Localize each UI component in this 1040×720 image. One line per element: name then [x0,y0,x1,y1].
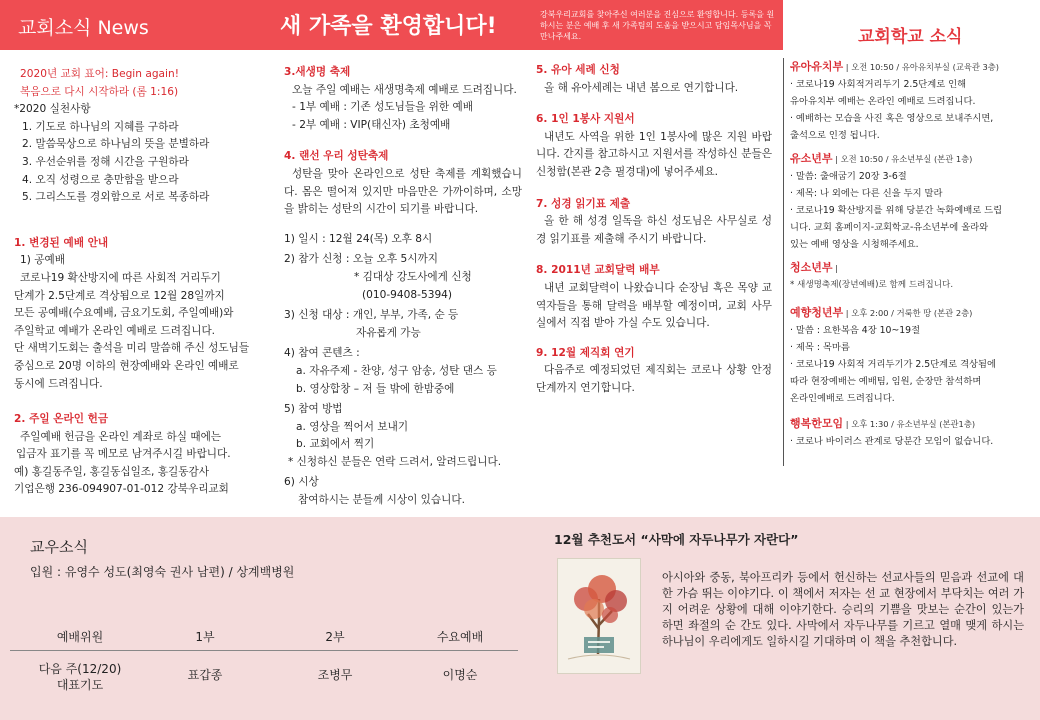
text-line: 2) 참가 신청 : 오늘 오후 5시까지 [284,253,438,266]
table-header: 예배위원 [56,630,104,644]
text-line: 단계가 2.5단계로 격상됨으로 12월 28일까지 [14,289,225,302]
section-heading: 2. 주일 온라인 헌금 [14,413,109,426]
subsection-heading: 1) 공예배 [20,254,65,267]
practice-item: 1. 기도로 하나님의 지혜를 구하라 [22,120,179,133]
section-heading: 9. 12월 제직회 연기 [536,346,635,359]
table-cell: 표갑종 [187,668,223,682]
school-line: · 말씀 : 요한복음 4장 10~19절 [790,325,921,336]
section-heading: 8. 2011년 교회달력 배부 [536,264,660,277]
text-line: 올 해 유아세례는 내년 봄으로 연기합니다. [544,81,739,94]
section-heading: 6. 1인 1봉사 지원서 [536,113,635,126]
school-news-title: 교회학교 소식 [858,27,963,47]
school-line: · 제목: 나 외에는 다른 신을 두지 말라 [790,188,943,199]
text-line: - 2부 예배 : VIP(태신자) 초청예배 [292,118,451,131]
text-line: 입금자 표기를 꼭 메모로 남겨주시길 바랍니다. [16,448,231,461]
table-cell: 이명순 [442,668,478,682]
phone-number: (010-9408-5394) [362,288,453,301]
text-line: 단 새벽기도회는 출석을 미리 말씀해 주신 성도님들 [14,342,250,355]
news-column-3 [536,62,772,398]
table-row-label: 다음 주(12/20) [38,662,122,676]
school-line: · 코로나19 사회적거리두기 2.5단계로 인해 [790,79,967,90]
practice-item: 4. 오직 성령으로 충만함을 받으라 [22,173,179,186]
text-line: 6) 시상 [284,476,319,489]
school-line: * 새생명축제(장년예배)로 함께 드려집니다. [790,280,954,290]
column-divider [783,58,784,466]
motto-line: 2020년 교회 표어: Begin again! [20,68,179,80]
text-line: 자유롭게 가능 [356,326,421,339]
school-dept: 행복한모임 | 오후 1:30 / 유소년부실 (본관1층) [790,417,976,430]
text-line: 참여하시는 분들께 시상이 있습니다. [298,494,465,507]
bank-account: 기업은행 236-094907-01-012 강북우리교회 [14,483,229,496]
school-dept: 예향청년부 | 오후 2:00 / 거룩한 땅 (본관 2층) [790,306,973,319]
text-line: - 1부 예배 : 기존 성도님들을 위한 예배 [292,101,473,114]
member-news-title: 교우소식 [30,538,88,556]
text-line: 5) 참여 방법 [284,403,343,416]
welcome-title: 새 가족을 환영합니다! [280,14,497,39]
book-cover-image [557,558,641,674]
table-header: 2부 [325,630,345,644]
text-line: 3) 신청 대상 : 개인, 부부, 가족, 순 등 [284,309,459,322]
school-line: · 제목 : 목마름 [790,342,850,353]
school-line: · 말씀: 출애굽기 20장 3-6절 [790,171,907,182]
table-header: 1부 [195,630,215,644]
header-title: 교회소식 News [18,17,149,39]
school-line: 온라인예배로 드려집니다. [790,393,895,404]
tree-illustration-icon [558,559,640,673]
text-paragraph: 성탄을 맞아 온라인으로 성탄 축제를 계획했습니다. 몸은 떨어져 있지만 마음만은 가까이하며, 소망을 밝히는 성탄의 시간이 되기를 바랍니다. [284,167,522,216]
section-heading: 5. 유아 세례 신청 [536,64,620,76]
section-heading: 7. 성경 읽기표 제출 [536,197,631,210]
text-line: a. 영상을 찍어서 보내기 [296,420,409,433]
school-line: 따라 현장예배는 예배팀, 임원, 순장만 참석하며 [790,376,982,387]
practice-item: 2. 말씀묵상으로 하나님의 뜻을 분별하라 [22,138,210,151]
text-paragraph: 내년 교회달력이 나왔습니다 순장님 혹은 목양 교역자들을 통해 달력을 배부할 예정이며, 교회 사무실에서 직접 받아 가실 수도 있습니다. [536,281,772,330]
practice-heading: *2020 실천사항 [14,103,91,116]
text-paragraph: 다음주로 예정되었던 제직회는 코로나 상황 안정단계까지 연기합니다. [536,364,772,394]
text-paragraph: 올 한 해 성경 일독을 하신 성도님은 사무실로 성경 읽기표를 제출해 주시기 바랍니다. [536,215,772,245]
section-heading: 3.새생명 축제 [284,66,351,78]
news-column-2 [284,64,522,510]
school-news-column [790,58,1030,450]
table-row-label: 대표기도 [56,678,104,692]
book-description: 아시아와 중동, 북아프리카 등에서 헌신하는 선교사들의 믿음과 선교에 대한 가슴 뛰는 이야기다. 이 책에서 저자는 선 교 현장에서 부닥치는 여러 가지 어려운 상황에 대해 이야기한다. 승리의 기쁨을 맛보는 순간이 있는가 하면 좌절의 순 간도 있다. 사막에서 자두나무를 기르고 열매 맺게 하시는 하나님이 우리에게도 일하시길 기대하며 이 책을 추천합니다. [662,571,1024,648]
text-line: * 김대상 강도사에게 신청 [354,270,472,283]
book-title: 12월 추천도서 “사막에 자두나무가 자란다” [554,532,799,547]
text-line: * 신청하신 분들은 연락 드려서, 알려드립니다. [288,455,502,468]
text-line: 오늘 주일 예배는 새생명축제 예배로 드려집니다. [292,83,517,96]
text-line: 모든 공예배(수요예배, 금요기도회, 주일예배)와 [14,307,234,320]
text-line: 1) 일시 : 12월 24(목) 오후 8시 [284,232,433,245]
text-line: 4) 참여 콘텐츠 : [284,347,360,360]
text-line: 주일예배 헌금을 온라인 계좌로 하실 때에는 [20,430,222,443]
text-line: 동시에 드려집니다. [14,377,103,390]
school-line: 니다. 교회 홈페이지-교회학교-유소년부에 올라와 [790,222,989,233]
motto-verse: 복음으로 다시 시작하라 (롬 1:16) [20,85,179,98]
school-line: 유아유치부 예배는 온라인 예배로 드려집니다. [790,96,976,107]
text-paragraph: 내년도 사역을 위한 1인 1봉사에 많은 지원 바랍니다. 간지를 참고하시고 지원서를 작성하신 분들은 신청함(본관 2층 필경대)에 넣어주세요. [536,130,772,178]
table-cell: 조병무 [317,668,353,682]
text-line: 중심으로 20명 이하의 현장예배와 온라인 예배로 [14,359,239,372]
practice-item: 5. 그리스도를 경외함으로 서로 복종하라 [22,191,210,204]
text-line: 주일학교 예배가 온라인 예배로 드려집니다. [14,324,216,337]
school-dept: 청소년부 | [790,261,838,274]
school-line: · 예배하는 모습을 사진 혹은 영상으로 보내주시면, [790,113,994,124]
practice-item: 3. 우선순위를 정해 시간을 구원하라 [22,155,189,168]
text-line: 코로나19 확산방지에 따른 사회적 거리두기 [20,271,221,284]
school-line: · 코로나 바이러스 관계로 당분간 모임이 없습니다. [790,436,994,447]
news-column-1 [14,66,276,499]
text-line: 예) 홍길동주일, 홍길동십일조, 홍길동감사 [14,465,209,478]
section-heading: 1. 변경된 예배 안내 [14,236,109,249]
table-header: 수요예배 [436,630,484,644]
school-dept: 유소년부 | 오전 10:50 / 유소년부실 (본관 1층) [790,152,973,165]
welcome-note: 강북우리교회를 찾아주신 여러분을 진심으로 환영합니다. 등록을 원하시는 분은 예배 후 새 가족팀의 도움을 받으시고 담임목사님을 꼭 만나주세요. [540,10,775,41]
text-line: b. 영상합창 – 저 들 밖에 한밤중에 [296,382,455,395]
school-line: 있는 예배 영상을 시청해주세요. [790,239,919,250]
section-heading: 4. 랜선 우리 성탄축제 [284,150,389,163]
school-line: · 코로나19 확산방지를 위해 당분간 녹화예배로 드립 [790,205,1003,216]
text-line: a. 자유주제 - 찬양, 성구 암송, 성탄 댄스 등 [296,364,497,377]
school-line: 출석으로 인정 됩니다. [790,130,880,141]
header-banner [0,0,783,50]
member-news-text: 입원 : 유영수 성도(최영숙 권사 남편) / 상계백병원 [30,565,295,579]
school-line: · 코로나19 사회적 거리두기가 2.5단계로 격상됨에 [790,359,997,370]
table-divider [10,650,518,651]
text-line: b. 교회에서 찍기 [296,438,375,451]
school-dept: 유아유치부 | 오전 10:50 / 유아유치부실 (교육관 3층) [790,60,1000,73]
